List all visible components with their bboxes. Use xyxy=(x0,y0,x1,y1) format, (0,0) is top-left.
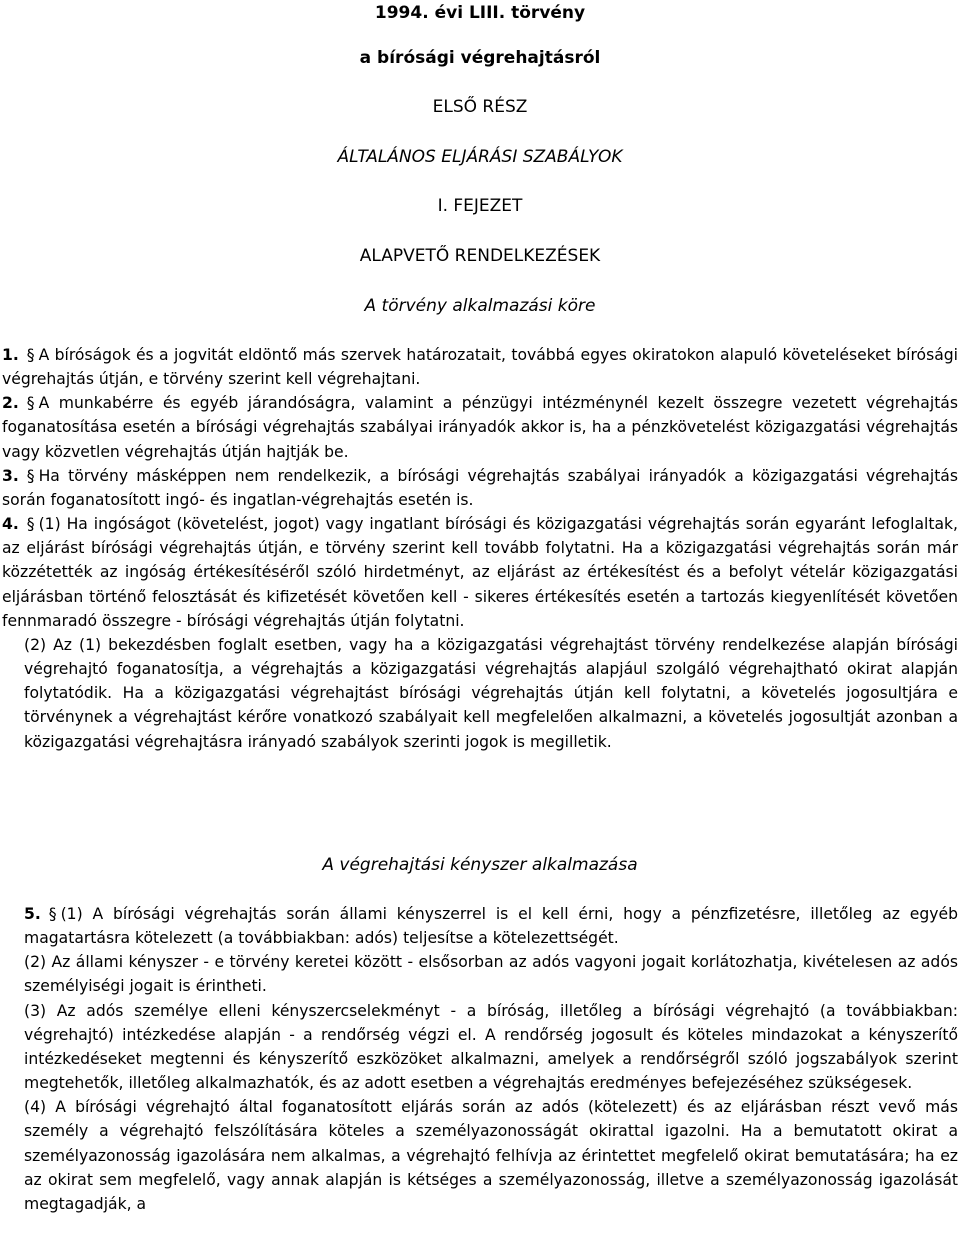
part-label: ELSŐ RÉSZ xyxy=(432,97,528,117)
section-text: A bíróságok és a jogvitát eldöntő más szervek határozatait, továbbá egyes okiratokon alapuló követeléseket bírósági végrehajtás útján, e törvény szerint kell végrehajtani. xyxy=(2,346,958,389)
section-number: 3. xyxy=(2,466,19,485)
section-symbol: § xyxy=(26,466,35,485)
sections-1-4 xyxy=(2,343,958,754)
section-4-paragraph-2: (2) Az (1) bekezdésben foglalt esetben, vagy ha a közigazgatási végrehajtást törvény rendelkezése alapján bírósági végrehajtó foganatosítja, a végrehajtás a közigazgatási végrehajtás alapjául szolgáló végrehajtható okirat alapján folytatódik. Ha a közigazgatási végrehajtást bírósági végrehajtás útján kell folytatni, a követelés jogosultjára e törvénynek a végrehajtást kérőre vonatkozó szabályait kell megfelelően alkalmazni, a követelés jogosultját azonban a közigazgatási végrehajtásra irányadó szabályok szerinti jogok is megilletik. xyxy=(24,635,958,751)
section-text: Ha törvény másképpen nem rendelkezik, a bírósági végrehajtás szabályai irányadók a közigazgatási végrehajtás során foganatosított ingó- és ingatlan-végrehajtás esetén is. xyxy=(2,466,958,509)
section-heading: A törvény alkalmazási köre xyxy=(364,296,596,316)
subheading-enforcement: A végrehajtási kényszer alkalmazása xyxy=(322,855,638,875)
part-title: ÁLTALÁNOS ELJÁRÁSI SZABÁLYOK xyxy=(337,147,623,167)
chapter-title: ALAPVETŐ RENDELKEZÉSEK xyxy=(359,246,601,266)
section-1 xyxy=(2,343,958,391)
section-5-paragraph-2: (2) Az állami kényszer - e törvény keretei között - elsősorban az adós vagyoni jogait korlátozhatja, kivételesen az adós személyiségi jogait is érintheti. xyxy=(24,953,958,996)
section-symbol: § xyxy=(26,346,35,364)
section-text: A munkabérre és egyéb járandóságra, valamint a pénzügyi intézménynél kezelt összegre vezetett végrehajtás foganatosítása esetén a bírósági végrehajtás szabályai irányadók akkor is, ha a pénzkövetelést közigazgatási végrehajtás vagy közvetlen végrehajtás útján hajtják be. xyxy=(2,394,958,461)
law-title: 1994. évi LIII. törvény xyxy=(374,3,586,23)
section-number: 5. xyxy=(24,905,41,923)
section-3 xyxy=(2,464,958,512)
section-number: 4. xyxy=(2,515,19,534)
section-5-paragraph-3: (3) Az adós személye elleni kényszercselekményt - a bíróság, illetőleg a bírósági végrehajtó (a továbbiakban: végrehajtó) intézkedése alapján - a rendőrség végzi el. A rendőrség jogosult és köteles mindazokat a kényszerítő intézkedéseket megtenni és kényszerítő eszközöket alkalmazni, amelyek a rendőrségről szóló jogszabályok szerint megtehetők, illetőleg alkalmazhatók, és az adott esetben a végrehajtás eredményes befejezéséhez szükségesek. xyxy=(24,1001,958,1093)
section-symbol: § xyxy=(48,905,57,923)
chapter-label: I. FEJEZET xyxy=(437,196,523,216)
section-5 xyxy=(2,902,958,1216)
section-5-paragraph-1 xyxy=(2,902,958,950)
section-number: 2. xyxy=(2,394,19,413)
section-5-paragraph-4: (4) A bírósági végrehajtó által foganatosított eljárás során az adós (kötelezett) és az eljárásban részt vevő más személy a végrehajtó felszólítására köteles a személyazonosságát okirattal igazolni. Ha a bemutatott okirat a személyazonosság igazolására nem alkalmas, a végrehajtó felhívja az érintettet megfelelő okirat bemutatására; ha ez az okirat sem megfelelő, vagy annak alapján is kétséges a személyazonosság, illetve a személyazonosság igazolását megtagadják, a xyxy=(24,1098,958,1213)
section-2 xyxy=(2,391,958,463)
section-4 xyxy=(2,512,958,633)
section-text: (1) Ha ingóságot (követelést, jogot) vagy ingatlant bírósági és közigazgatási végrehajtás során egyaránt lefoglaltak, az eljárást bírósági végrehajtás útján, e törvény szerint kell tovább folytatni. Ha a közigazgatási végrehajtás során már közzétették az ingóság értékesítéséről szóló hirdetményt, az eljárást az értékesítést és a befolyt vételár közigazgatási eljárásban történő felosztását és kifizetését követően kell - sikeres értékesítés esetén a tartozás kiegyenlítését követően fennmaradó összegre - bírósági végrehajtás útján folytatni. xyxy=(2,515,958,630)
section-text: (1) A bírósági végrehajtás során állami kényszerrel is el kell érni, hogy a pénzfizetésre, illetőleg az egyéb magatartásra kötelezett (a továbbiakban: adós) teljesítse a kötelezettségét. xyxy=(24,905,958,948)
law-subtitle: a bírósági végrehajtásról xyxy=(359,48,601,68)
section-number: 1. xyxy=(2,346,19,364)
section-symbol: § xyxy=(26,394,35,413)
section-symbol: § xyxy=(26,515,35,534)
